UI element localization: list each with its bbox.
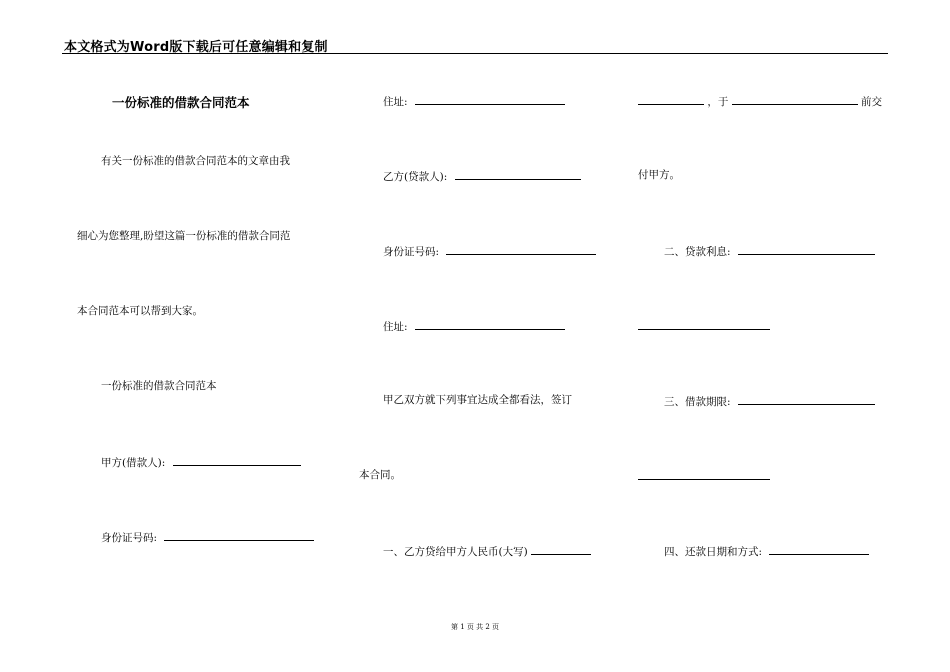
party-a-line	[101, 454, 301, 470]
id-number-a-label: 身份证号码:	[101, 532, 158, 544]
clause-4-blank	[769, 543, 869, 555]
address-a-line	[383, 93, 565, 109]
delivery-line	[638, 93, 882, 109]
clause-3-label: 三、借款期限:	[664, 396, 731, 408]
clause-2-extra-blank	[638, 318, 770, 330]
clause-2-label: 二、贷款利息:	[664, 246, 731, 258]
id-number-a-blank	[164, 529, 314, 541]
party-b-line	[383, 168, 581, 184]
clause-3-line	[664, 393, 875, 409]
delivery-end-text: 前交	[861, 96, 883, 108]
clause-2-continuation	[638, 318, 770, 334]
clause-3-continuation	[638, 468, 770, 484]
intro-line-3: 本合同范本可以帮到大家。	[77, 305, 203, 317]
clause-2-blank	[738, 243, 875, 255]
document-title: 一份标准的借款合同范本	[112, 95, 250, 110]
clause-1-label: 一、乙方贷给甲方人民币(大写)	[383, 546, 528, 558]
intro-line-2: 细心为您整理,盼望这篇一份标准的借款合同范	[77, 230, 291, 242]
id-number-b-blank	[446, 243, 596, 255]
address-b-blank	[415, 318, 565, 330]
clause-4-label: 四、还款日期和方式:	[664, 546, 763, 558]
id-number-b-label: 身份证号码:	[383, 246, 440, 258]
amount-blank	[638, 93, 704, 105]
clause-2-line	[664, 243, 875, 259]
address-a-label: 住址:	[383, 96, 408, 108]
id-number-a-line	[101, 529, 314, 545]
address-a-blank	[415, 93, 565, 105]
delivery-continuation: 付甲方。	[638, 169, 680, 181]
party-b-blank	[455, 168, 581, 180]
page-header: 本文格式为Word版下载后可任意编辑和复制	[64, 40, 328, 55]
page-number: 第 1 页 共 2 页	[450, 623, 500, 631]
delivery-mid-text: ，于	[707, 96, 729, 108]
party-a-blank	[173, 454, 301, 466]
agreement-line-2: 本合同。	[359, 469, 401, 481]
intro-line-1: 有关一份标准的借款合同范本的文章由我	[101, 155, 290, 167]
party-a-label: 甲方(借款人):	[101, 457, 166, 469]
subtitle: 一份标准的借款合同范本	[101, 380, 217, 392]
agreement-line-1: 甲乙双方就下列事宜达成全都看法，签订	[383, 394, 572, 406]
clause-3-blank	[738, 393, 875, 405]
clause-3-extra-blank	[638, 468, 770, 480]
date-blank	[732, 93, 858, 105]
header-divider	[62, 53, 888, 54]
party-b-label: 乙方(贷款人):	[383, 171, 448, 183]
id-number-b-line	[383, 243, 596, 259]
clause-1-blank	[531, 543, 591, 555]
clause-1-line	[383, 543, 591, 559]
address-b-line	[383, 318, 565, 334]
address-b-label: 住址:	[383, 321, 408, 333]
clause-4-line	[664, 543, 869, 559]
